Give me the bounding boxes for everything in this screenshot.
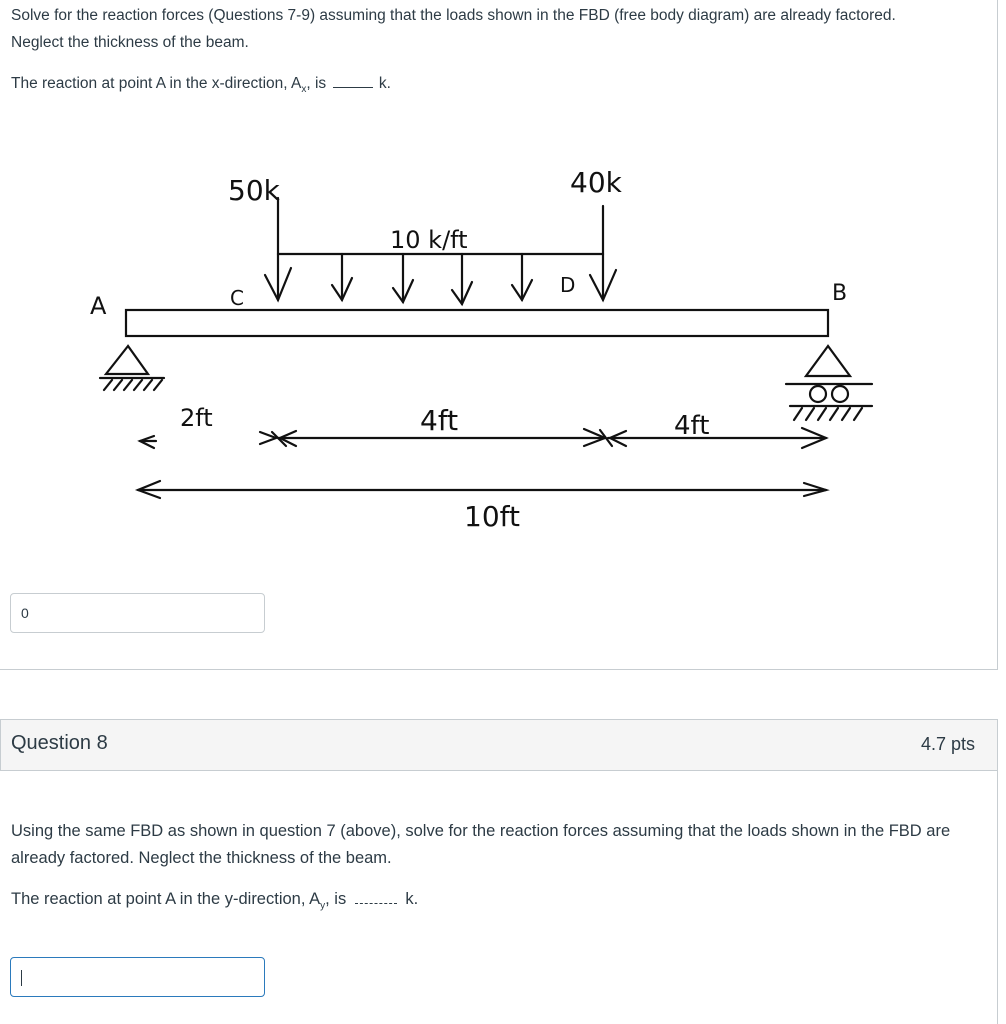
answer-blank [333,73,373,88]
question-8-text [11,818,976,919]
prompt-subscript: x [301,84,307,96]
dim-4ft-right-label: 4ft [674,411,710,441]
pin-support-a [100,346,164,390]
question-8-line1: Using the same FBD as shown in question 7 (above), solve for the reaction forces assuming that the loads shown in the FBD are already factored. Neglect the thickness of the beam. [11,822,951,867]
question-8-header [0,719,998,771]
dim-10ft-label: 10ft [464,500,520,533]
prompt-text-mid: , is [306,75,327,92]
prompt-text: The reaction at point A in the y-direction, A [11,890,321,908]
roller-support-b [786,346,872,420]
answer-value-q7: 0 [21,605,29,621]
dimension-2ft [140,432,286,448]
label-d: D [560,273,576,297]
question-7-prompt [11,70,986,103]
question-8-prompt [11,886,976,919]
prompt-subscript: y [320,900,326,912]
prompt-text-mid: , is [325,890,347,908]
prompt-text: The reaction at point A in the x-direction, A [11,75,302,92]
question-7-line2: Neglect the thickness of the beam. [11,34,249,51]
question-8-points: 4.7 pts [920,734,975,754]
prompt-unit: k. [378,75,391,92]
question-7-text [11,2,986,103]
dim-4ft-mid-label: 4ft [420,404,459,437]
load-40k-label: 40k [570,166,622,199]
dim-2ft-label: 2ft [180,404,213,432]
question-8-title: Question 8 [11,732,108,754]
free-body-diagram [60,150,900,550]
distributed-load-label: 10 k/ft [390,226,468,254]
dimension-4ft-right [608,428,826,448]
answer-input-q8[interactable] [10,957,265,997]
question-7-line1: Solve for the reaction forces (Questions 7-9) assuming that the loads shown in the FBD (free body diagram) are already factored. [11,7,896,24]
label-b: B [832,281,848,306]
beam [126,310,828,336]
dimension-10ft [138,481,826,498]
prompt-unit: k. [405,890,419,908]
label-c: C [230,286,244,310]
label-a: A [90,292,107,320]
load-50k-label: 50k [228,174,280,207]
answer-blank [355,889,397,904]
text-cursor [21,970,22,986]
answer-input-q7[interactable] [10,593,265,633]
